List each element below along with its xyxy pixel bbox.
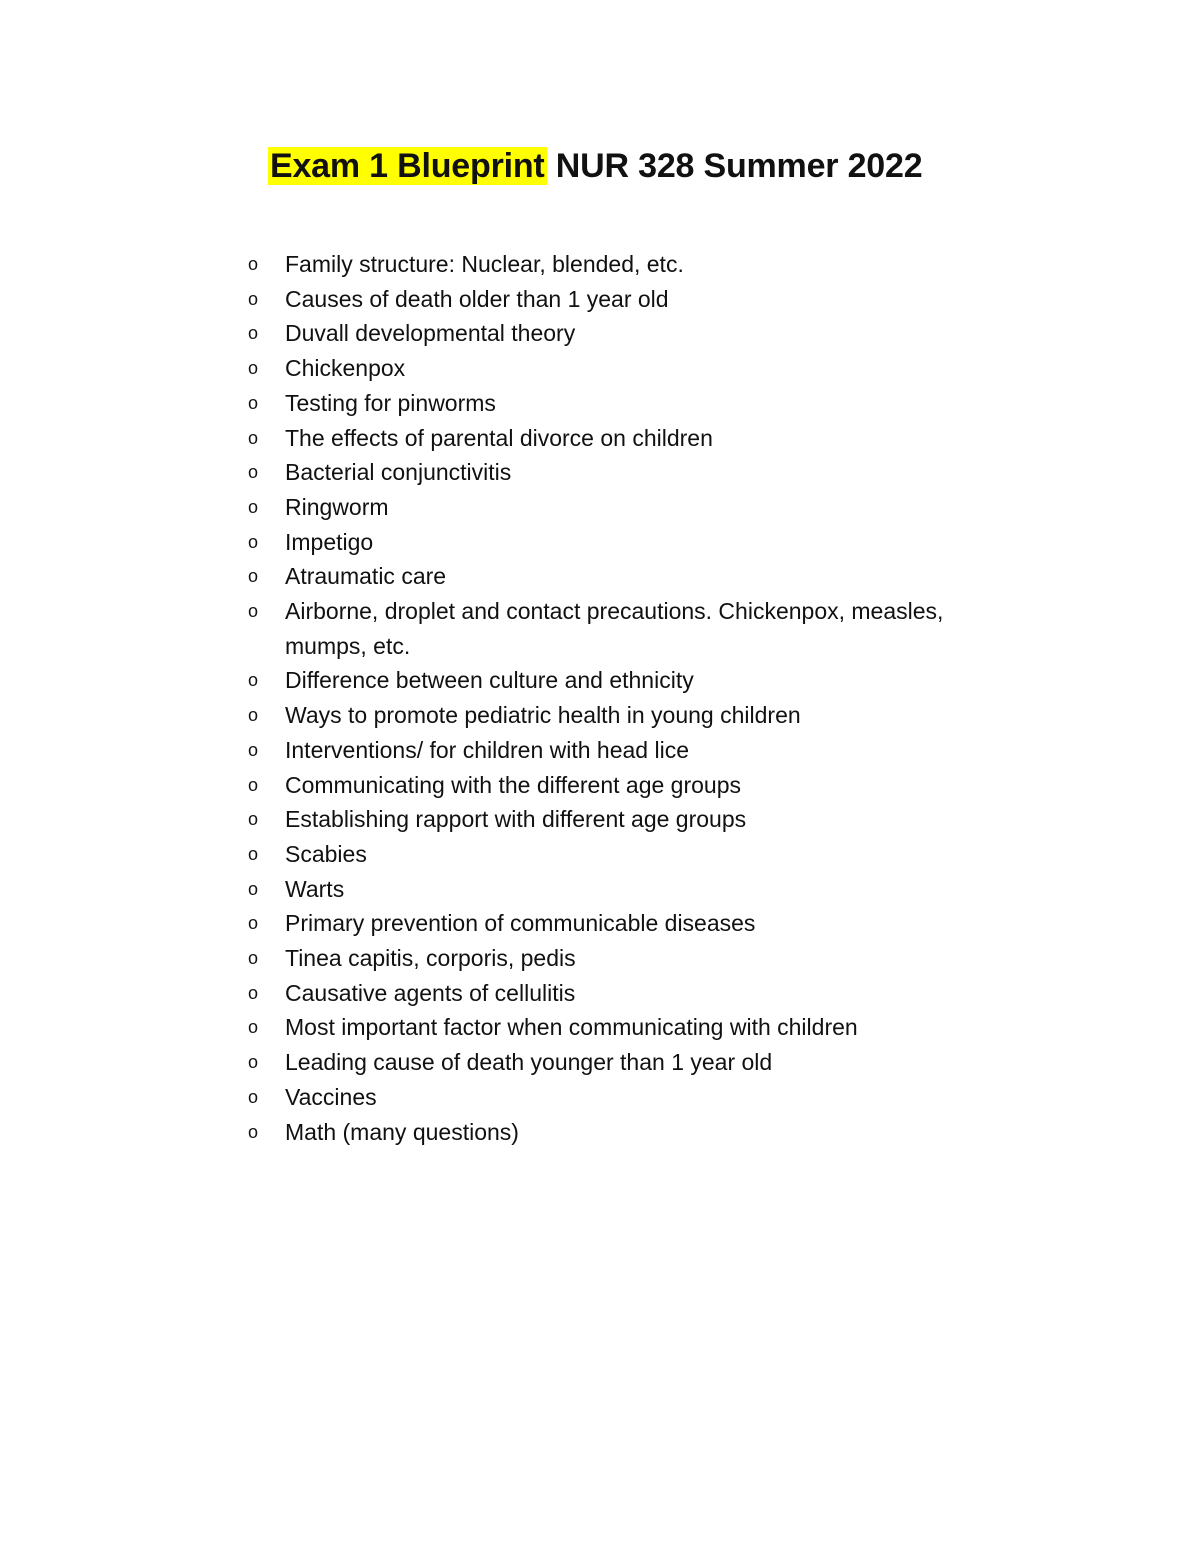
list-item-text: Causative agents of cellulitis [285, 979, 576, 1006]
list-item-text: Ways to promote pediatric health in young children [285, 702, 801, 729]
bullet-icon: o [248, 531, 259, 552]
title-highlight: Exam 1 Blueprint [270, 147, 545, 185]
list-item-text: Ringworm [285, 493, 389, 520]
bullet-icon: o [248, 878, 259, 899]
list-item [246, 559, 1026, 594]
list-item [246, 906, 1026, 941]
title-course: NUR 328 Summer 2022 [555, 147, 923, 185]
bullet-icon: o [248, 1086, 259, 1107]
list-item [246, 386, 1026, 421]
bullet-icon: o [248, 1017, 259, 1038]
list-item [246, 282, 1026, 317]
list-item [246, 1115, 1026, 1150]
list-item [246, 733, 1026, 768]
topic-list [246, 247, 1026, 1149]
bullet-icon: o [248, 774, 259, 795]
list-item-text: Airborne, droplet and contact precautions. Chickenpox, measles, mumps, etc. [285, 598, 944, 659]
list-item-text: Vaccines [285, 1083, 377, 1110]
bullet-icon: o [248, 358, 259, 379]
list-item-text: Tinea capitis, corporis, pedis [285, 945, 576, 972]
list-item-text: Family structure: Nuclear, blended, etc. [285, 251, 684, 277]
list-item-text: Chickenpox [285, 355, 406, 382]
bullet-icon: o [248, 288, 259, 309]
list-item [246, 421, 1026, 456]
bullet-icon: o [248, 462, 259, 483]
bullet-icon: o [248, 843, 259, 864]
list-item-text: Warts [285, 875, 345, 902]
bullet-icon: o [248, 323, 259, 344]
list-item-text: Testing for pinworms [285, 389, 496, 416]
list-item-text: Impetigo [285, 528, 374, 555]
list-item-text: Duvall developmental theory [285, 320, 576, 347]
bullet-icon: o [248, 809, 259, 830]
list-item-text: Communicating with the different age groups [285, 771, 742, 798]
list-item [246, 455, 1026, 490]
list-item [246, 351, 1026, 386]
list-item [246, 594, 1026, 663]
list-item [246, 316, 1026, 351]
list-item-text: Atraumatic care [285, 563, 447, 590]
list-item-text: Primary prevention of communicable diseases [285, 910, 756, 937]
list-item [246, 698, 1026, 733]
bullet-icon: o [248, 392, 259, 413]
bullet-icon: o [248, 601, 259, 622]
list-item [246, 247, 1026, 282]
list-item-text: Bacterial conjunctivitis [285, 459, 512, 486]
list-item [246, 1010, 1026, 1045]
list-item [246, 525, 1026, 560]
document-title [268, 142, 922, 190]
bullet-icon: o [248, 705, 259, 726]
bullet-icon: o [248, 1052, 259, 1073]
bullet-icon: o [248, 566, 259, 587]
list-item [246, 976, 1026, 1011]
list-item [246, 837, 1026, 872]
list-item [246, 490, 1026, 525]
bullet-icon: o [248, 739, 259, 760]
list-item-text: Most important factor when communicating with children [285, 1014, 858, 1041]
list-item [246, 663, 1026, 698]
list-item [246, 802, 1026, 837]
bullet-icon: o [248, 1121, 259, 1142]
list-item-text: Leading cause of death younger than 1 year old [285, 1049, 773, 1076]
list-item [246, 768, 1026, 803]
bullet-icon: o [248, 427, 259, 448]
bullet-icon: o [248, 913, 259, 934]
bullet-icon: o [248, 254, 259, 274]
bullet-icon: o [248, 948, 259, 969]
list-item-text: Interventions/ for children with head lice [285, 736, 689, 763]
bullet-icon: o [248, 496, 259, 517]
list-item-text: Difference between culture and ethnicity [285, 667, 694, 694]
bullet-icon: o [248, 670, 259, 691]
list-item [246, 1045, 1026, 1080]
list-item [246, 1080, 1026, 1115]
list-item-text: Causes of death older than 1 year old [285, 285, 669, 312]
bullet-icon: o [248, 982, 259, 1003]
list-item [246, 872, 1026, 907]
list-item-text: Math (many questions) [285, 1118, 519, 1145]
list-item-text: Establishing rapport with different age groups [285, 806, 747, 833]
list-item-text: The effects of parental divorce on children [285, 424, 713, 451]
list-item [246, 941, 1026, 976]
list-item-text: Scabies [285, 840, 367, 867]
